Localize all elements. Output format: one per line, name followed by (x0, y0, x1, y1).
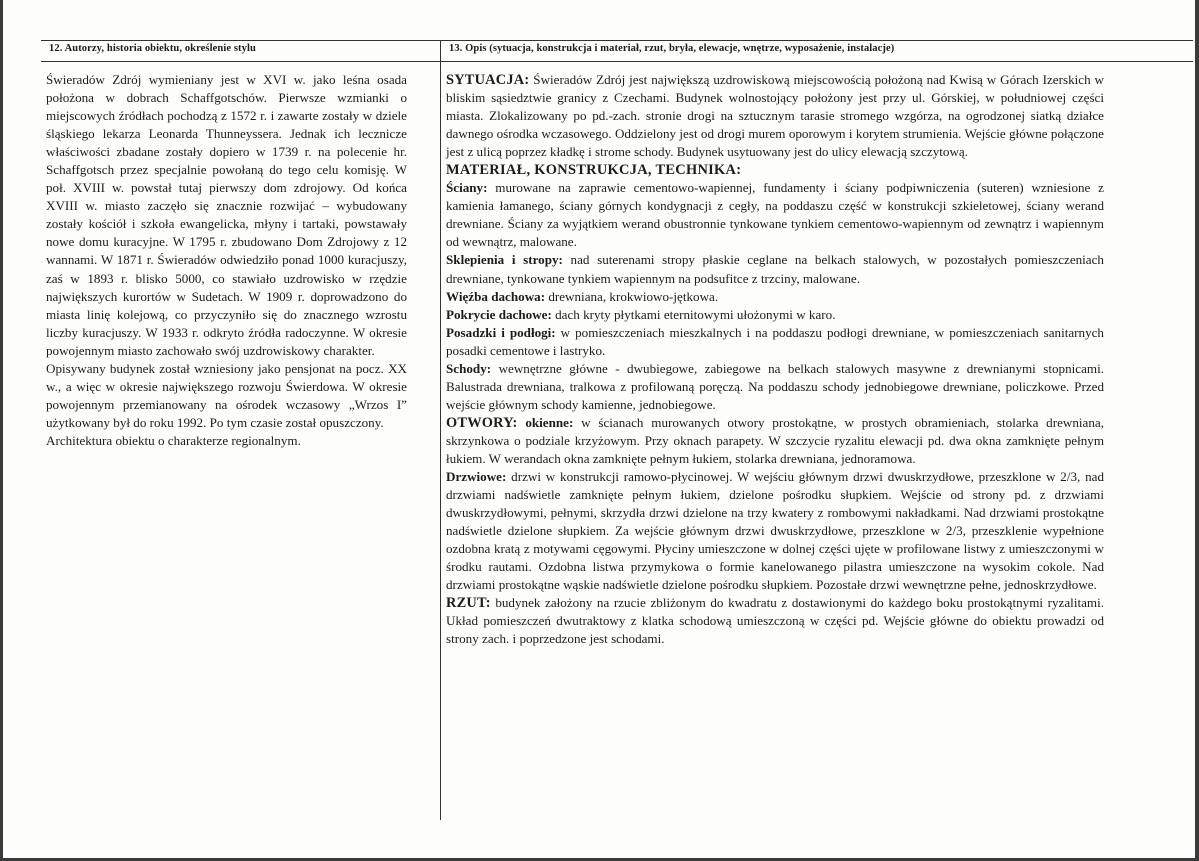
stairs-paragraph (446, 360, 1104, 414)
floors-text: w pomieszczeniach mieszkalnych i na poddaszu podłogi drewniane, w pomieszczeniach sanitarnych posadki cementowe i lastryko. (446, 324, 1104, 358)
walls-text: murowane na zaprawie cementowo-wapiennej, fundamenty i ściany podpiwniczenia (suteren) wzniesione z kamienia łamanego, ściany górnych kondygnacji z cegły, na poddaszu część w konstrukcji szkieletowej, ściany werand drewniane. Ściany za wyjątkiem werand obustronnie tynkowane tynkiem cementowo-wapiennym od zewnątrz i wapiennym od wewnątrz, malowane. (446, 180, 1104, 250)
section-12-header: 12. Autorzy, historia obiektu, określenie stylu (49, 43, 256, 54)
windows-text: w ścianach murowanych otwory prostokątne, w prostych obramieniach, stolarka drewniana, skrzynkowa o podziale krzyżowym. Przy oknach parapety. W szczycie ryzalitu elewacji pd. dwa okna zamknięte pełnym łukiem. W werandach okna zamknięte pełnym łukiem, stolarka drewniana, jednoramowa. (446, 414, 1104, 466)
roofing-text: dach kryty płytkami eternitowymi ułożonymi w karo. (551, 306, 836, 322)
windows-label: okienne: (517, 414, 574, 430)
style-paragraph: Architektura obiektu o charakterze regionalnym. (46, 432, 301, 448)
situation-text: Świeradów Zdrój jest największą uzdrowiskową miejscowością położoną nad Kwisą w Górach Izerskich w bliskim sąsiedztwie granicy z Czechami. Budynek wolnostojący położony jest przy ul. Górskiej, w południowej części miasta. Zlokalizowany po pd.-zach. stronie drogi na sztucznym tarasie stromego wzgórza, na ogrodzonej siatką działce dawnego ośrodka wczasowego. Oddzielony jest od drogi murem oporowym i korytem strumienia. Wejście główne połączone jest z ulicą poprzez kładkę i strome schody. Budynek usytuowany jest do ulicy elewacją szczytową. (446, 72, 1104, 160)
doors-label: Drzwiowe: (446, 469, 507, 485)
form-top-rule (41, 40, 1193, 41)
openings-paragraph (446, 414, 1104, 468)
situation-label: SYTUACJA: (446, 72, 530, 88)
situation-paragraph (446, 71, 1104, 161)
stairs-label: Schody: (446, 360, 492, 376)
section-13-header: 13. Opis (sytuacja, konstrukcja i materiał, rzut, bryła, elewacje, wnętrze, wyposażenie, instalacje) (449, 43, 895, 54)
roof-truss-text: drewniana, krokwiowo-jętkowa. (545, 288, 719, 304)
stairs-text: wewnętrzne główne - dwubiegowe, zabiegowe na belkach stalowych masywne z drewnianymi stopnicami. Balustrada drewniana, tralkowa z profilowaną poręczą. Na poddaszu schody jednobiegowe drewniane, policzkowe. Przed wejście głównym schody kamienne, jednobiegowe. (446, 360, 1104, 412)
doors-text: drzwi w konstrukcji ramowo-płycinowej. W wejściu głównym drzwi dwuskrzydłowe, przeszklone w 2/3, nad drzwiami nadświetle zamknięte pełnym łukiem, dzielone pośrodku słupkiem. Wejście od strony pd. z drzwiami dwuskrzydłowymi, pełnymi, skrzydła drzwi dzielone na trzy kwatery z rombowymi nakładkami. Nad drzwiami prostokątne nadświetle dzielone słupkiem. Za wejście głównym drzwi dwuskrzydłowe, przeszklone w 2/3, przeszklenie wypełnione ozdobna kratą z motywami cęgowymi. Płyciny umieszczone w dolnej części ujęte w profilowane listwy z umieszczonymi w środku rautami. Ozdobna listwa przymykowa o formie kanelowanego pilastra umieszczone na wysokim cokole. Nad drzwiami prostokątne wąskie nadświetle dzielone pośrodku słupkiem. Pozostałe drzwi wewnętrzne pełne, jednoskrzydłowe. (446, 469, 1104, 593)
description-column (446, 71, 1104, 649)
left-header-underline (41, 61, 440, 62)
floors-paragraph (446, 324, 1104, 360)
building-history-paragraph: Opisywany budynek został wzniesiony jako pensjonat na pocz. XX w., a więc w okresie największego rozwoju Świerdowa. W okresie powojennym przemianowany na ośrodek wczasowy „Wrzos I” użytkowany był do roku 1992. Po tym czasie został opuszczony. (46, 360, 407, 430)
ceilings-label: Sklepienia i stropy: (446, 252, 563, 268)
roof-truss-paragraph (446, 288, 1104, 306)
roofing-label: Pokrycie dachowe: (446, 306, 552, 322)
ceilings-paragraph (446, 251, 1104, 287)
plan-label: RZUT: (446, 595, 491, 612)
roof-truss-label: Więźba dachowa: (446, 288, 546, 304)
material-heading: MATERIAŁ, KONSTRUKCJA, TECHNIKA: (446, 162, 742, 179)
floors-label: Posadzki i podłogi: (446, 324, 556, 340)
column-divider (440, 40, 441, 820)
plan-paragraph (446, 594, 1104, 648)
walls-label: Ściany: (446, 180, 488, 196)
doors-paragraph (446, 468, 1104, 594)
roofing-paragraph (446, 306, 1104, 324)
openings-label: OTWORY: (446, 414, 518, 431)
history-column (46, 71, 407, 450)
walls-paragraph (446, 179, 1104, 251)
plan-text: budynek założony na rzucie zbliżonym do kwadratu z dostawionymi do każdego boku prostokątnymi ryzalitami. Układ pomieszczeń dwutraktowy z klatka schodową umieszczoną w części pd. Wejście główne do obiektu prowadzi od strony zach. i poprzedzone jest schodami. (446, 595, 1104, 647)
right-header-underline (441, 61, 1193, 62)
history-paragraph: Świeradów Zdrój wymieniany jest w XVI w. jako leśna osada położona w dobrach Schaffgotschów. Pierwsze wzmianki o miejscowych źródłach pochodzą z 1572 r. i zawarte zostały w dziele śląskiego lekarza Leonarda Thunneyssera. Jednak ich lecznicze właściwości zbadane zostały dopiero w 1739 r. na polecenie hr. Schaffgotsch przez specjalnie powołaną do tego celu komisję. W poł. XVIII w. powstał tutaj pierwszy dom zdrojowy. Od końca XVIII w. miasto zaczęło się znacznie rozwijać – wybudowany zostały kościół i szkoła ewangelicka, młyny i tartaki, powstawały nowe domu kuracyjne. W 1795 r. zbudowano Dom Zdrojowy z 12 wannami. W 1871 r. Świeradów odwiedziło ponad 1000 kuracjuszy, zaś w 1893 r. blisko 5000, co stawiało uzdrowisko w rzędzie największych kurortów w Sudetach. W 1909 r. doprowadzono do miasta linię kolejową, co przyczyniło się do znacznego wzrostu liczby kuracjuszy. W 1933 r. odkryto źródła radoczynne. W okresie powojennym miasto zachowało swój uzdrowiskowy charakter. (46, 72, 407, 358)
ceilings-text: nad suterenami stropy płaskie ceglane na belkach stalowych, w pozostałych pomieszczeniach drewniane, tynkowane tynkiem wapiennym na podsufitce z trzciny, malowane. (446, 252, 1104, 286)
